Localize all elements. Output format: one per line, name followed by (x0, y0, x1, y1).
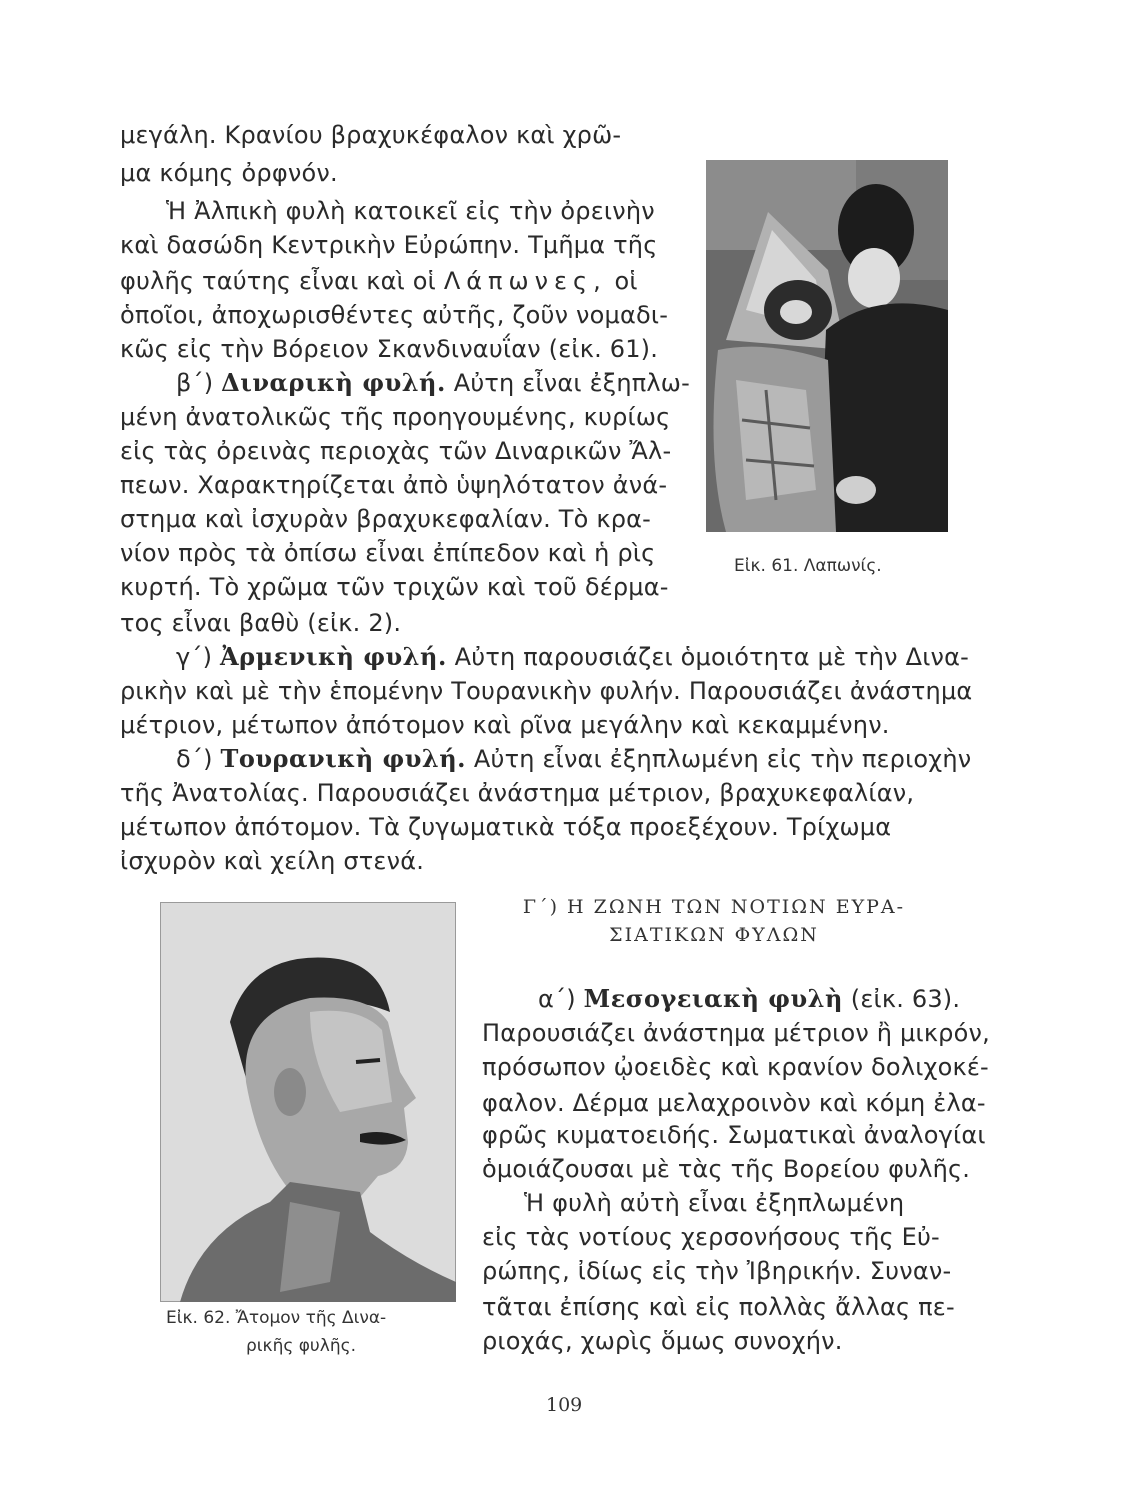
figure-62-photo (160, 902, 456, 1302)
text-line: στημα καὶ ἰσχυρὰν βραχυκεφαλίαν. Τὸ κρα- (120, 505, 652, 533)
figure-62-caption: Εἰκ. 62. Ἄτομον τῆς Δινα- (166, 1308, 387, 1328)
text-line: φρῶς κυματοειδής. Σωματικαὶ ἀναλογίαι (482, 1121, 986, 1149)
text-line: καὶ δασώδη Κεντρικὴν Εὐρώπην. Τμῆμα τῆς (120, 231, 658, 259)
text-line: τᾶται ἐπίσης καὶ εἰς πολλὰς ἄλλας πε- (482, 1293, 955, 1321)
text-line: φαλον. Δέρμα μελαχροινὸν καὶ κόμη ἐλα- (482, 1089, 986, 1117)
text-line: τος εἶναι βαθὺ (εἰκ. 2). (120, 609, 402, 637)
mesogeiaki-ref: (εἰκ. 63). (850, 985, 961, 1013)
text-line: κῶς εἰς τὴν Βόρειον Σκανδιναυΐαν (εἰκ. 61). (120, 335, 659, 363)
section-heading: Γ΄) Η ΖΩΝΗ ΤΩΝ ΝΟΤΙΩΝ ΕΥΡΑ- (522, 896, 906, 918)
text-line: μέτωπον ἀπότομον. Τὰ ζυγωματικὰ τόξα προεξέχουν. Τρίχωμα (120, 813, 892, 841)
text-line: ριοχάς, χωρὶς ὅμως συνοχήν. (482, 1327, 843, 1355)
mesogeiaki-title: Μεσογειακὴ φυλὴ (583, 984, 843, 1013)
dinariki-marker: β΄) (176, 369, 214, 397)
text-line (120, 264, 638, 298)
text-line: πεων. Χαρακτηρίζεται ἀπὸ ὑψηλότατον ἀνά- (120, 471, 668, 499)
dinariki-title: Διναρικὴ φυλή. (221, 368, 446, 397)
text-line: εἰς τὰς ὀρεινὰς περιοχὰς τῶν Διναρικῶν Ἄλ- (120, 437, 672, 465)
figure-61-photo (706, 160, 948, 532)
text-line: τῆς Ἀνατολίας. Παρουσιάζει ἀνάστημα μέτριον, βραχυκεφαλίαν, (120, 779, 915, 807)
text-span: Αὐτη εἶναι ἐξηπλωμένη εἰς τὴν περιοχὴν (473, 745, 972, 773)
page-number: 109 (546, 1394, 583, 1416)
tourani-line (176, 742, 971, 776)
text-line: νίον πρὸς τὰ ὀπίσω εἶναι ἐπίπεδον καὶ ἡ ρὶς (120, 539, 656, 567)
text-line: εἰς τὰς νοτίους χερσονήσους τῆς Εὐ- (482, 1223, 940, 1251)
figure-61-caption: Εἰκ. 61. Λαπωνίς. (734, 556, 882, 576)
text-span: φυλῆς ταύτης εἶναι καὶ οἱ (120, 267, 436, 295)
text-line: Ἡ φυλὴ αὐτὴ εἶναι ἐξηπλωμένη (524, 1189, 905, 1217)
text-span: Αὐτη εἶναι ἐξηπλω- (453, 369, 690, 397)
lapones-spaced: Λάπωνες, (443, 267, 607, 295)
section-heading: ΣΙΑΤΙΚΩΝ ΦΥΛΩΝ (609, 924, 819, 946)
text-line: ρώπης, ἰδίως εἰς τὴν Ἰβηρικήν. Συναν- (482, 1257, 952, 1285)
armeniki-line (176, 640, 969, 674)
text-line: μέτριον, μέτωπον ἀπότομον καὶ ρῖνα μεγάλην καὶ κεκαμμένην. (120, 711, 890, 739)
text-span: Αὐτη παρουσιάζει ὁμοιότητα μὲ τὴν Δινα- (454, 643, 970, 671)
text-line: πρόσωπον ᾠοειδὲς καὶ κρανίον δολιχοκέ- (482, 1053, 989, 1081)
text-line: ἰσχυρὸν καὶ χείλη στενά. (120, 847, 425, 875)
mesogeiaki-marker: α΄) (538, 985, 576, 1013)
text-line: ὁποῖοι, ἀποχωρισθέντες αὐτῆς, ζοῦν νομαδι- (120, 301, 669, 329)
armeniki-marker: γ΄) (176, 643, 213, 671)
tourani-title: Τουρανικὴ φυλή. (220, 744, 467, 773)
text-line: μα κόμης ὀρφνόν. (120, 159, 338, 187)
figure-62-caption: ρικῆς φυλῆς. (246, 1336, 356, 1356)
text-line: μεγάλη. Κρανίου βραχυκέφαλον καὶ χρῶ- (120, 121, 622, 149)
text-line: κυρτή. Τὸ χρῶμα τῶν τριχῶν καὶ τοῦ δέρμα- (120, 573, 669, 601)
armeniki-title: Ἀρμενικὴ φυλή. (220, 642, 447, 671)
figure-62-image (160, 902, 456, 1302)
figure-61-image (706, 160, 948, 532)
text-line: Ἡ Ἀλπικὴ φυλὴ κατοικεῖ εἰς τὴν ὀρεινὴν (166, 197, 655, 225)
text-line: ὁμοιάζουσαι μὲ τὰς τῆς Βορείου φυλῆς. (482, 1155, 971, 1183)
tourani-marker: δ΄) (176, 745, 213, 773)
text-line: ρικὴν καὶ μὲ τὴν ἑπομένην Τουρανικὴν φυλήν. Παρουσιάζει ἀνάστημα (120, 677, 973, 705)
mesogeiaki-line (538, 982, 960, 1016)
dinariki-line (176, 366, 690, 400)
text-line: Παρουσιάζει ἀνάστημα μέτριον ἢ μικρόν, (482, 1019, 990, 1047)
text-line: μένη ἀνατολικῶς τῆς προηγουμένης, κυρίως (120, 403, 671, 431)
text-span: οἱ (614, 267, 638, 295)
